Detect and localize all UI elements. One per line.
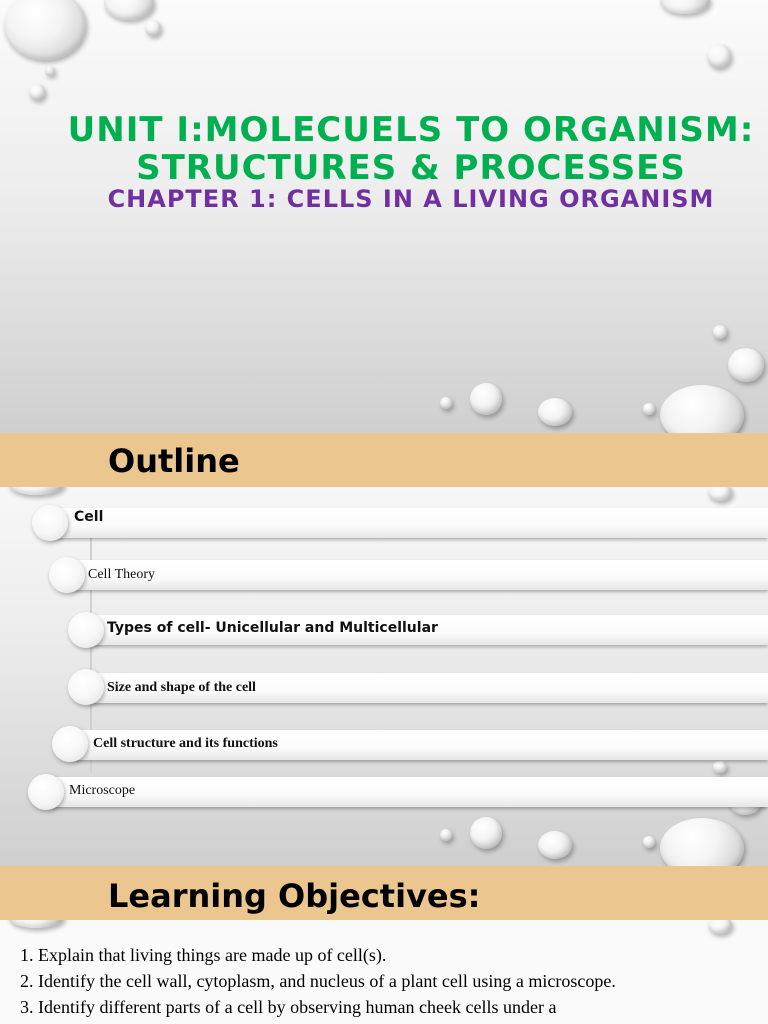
slide-subtitle: CHAPTER 1: CELLS IN A LIVING ORGANISM [107, 185, 715, 213]
objectives-header-band [0, 866, 768, 920]
water-drop-decoration [728, 348, 764, 382]
slide-title [0, 111, 768, 187]
water-drop-decoration [643, 836, 655, 848]
water-drop-decoration [440, 397, 452, 409]
outline-item-label: Microscope [69, 783, 136, 798]
outline-item-label: Types of cell- Unicellular and Multicellular [107, 620, 438, 636]
water-drop-decoration [145, 20, 161, 36]
objectives-list [20, 942, 760, 1020]
outline-bullet-circle [68, 612, 104, 648]
water-drop-decoration [440, 829, 452, 841]
title-line-2: STRUCTURES & PROCESSES [136, 148, 686, 188]
objective-item: 3. Identify different parts of a cell by observing human cheek cells under a [20, 997, 557, 1017]
outline-item [70, 730, 768, 760]
outline-heading: Outline [108, 442, 240, 480]
outline-item [86, 673, 768, 703]
water-drop-decoration [660, 818, 744, 866]
objective-item: 1. Explain that living things are made up of cell(s). [20, 945, 387, 965]
outline-slide [0, 433, 768, 866]
water-drop-decoration [538, 831, 572, 859]
water-drop-decoration [470, 383, 502, 415]
objectives-slide [0, 866, 768, 1024]
title-slide [0, 0, 768, 433]
water-drop-decoration [4, 0, 86, 60]
outline-bullet-circle [68, 669, 104, 705]
outline-item-label: Cell [74, 509, 104, 525]
outline-bullet-circle [49, 557, 85, 593]
outline-bullet-circle [32, 505, 68, 541]
outline-bullet-circle [28, 774, 64, 810]
outline-item [48, 508, 768, 538]
outline-item-label: Size and shape of the cell [107, 680, 256, 695]
water-drop-decoration [538, 398, 572, 426]
water-drop-decoration [29, 84, 45, 100]
objectives-heading: Learning Objectives: [108, 877, 481, 915]
water-drop-decoration [45, 66, 55, 76]
water-drop-decoration [707, 44, 731, 68]
water-drop-decoration [713, 325, 727, 339]
outline-item-label: Cell Theory [88, 567, 156, 582]
water-drop-decoration [713, 761, 727, 773]
outline-header-band [0, 433, 768, 487]
title-line-1: UNIT I:MOLECUELS TO ORGANISM: [67, 110, 755, 150]
outline-item [86, 615, 768, 645]
water-drop-decoration [660, 385, 744, 433]
water-drop-decoration [643, 403, 655, 415]
objective-item: 2. Identify the cell wall, cytoplasm, and nucleus of a plant cell using a microscope. [20, 971, 616, 991]
water-drop-decoration [104, 0, 154, 20]
water-drop-decoration [470, 817, 502, 849]
outline-item-label: Cell structure and its functions [93, 736, 278, 751]
water-drop-decoration [660, 0, 710, 14]
outline-bullet-circle [52, 726, 88, 762]
outline-item [46, 777, 768, 807]
outline-item [66, 560, 768, 590]
